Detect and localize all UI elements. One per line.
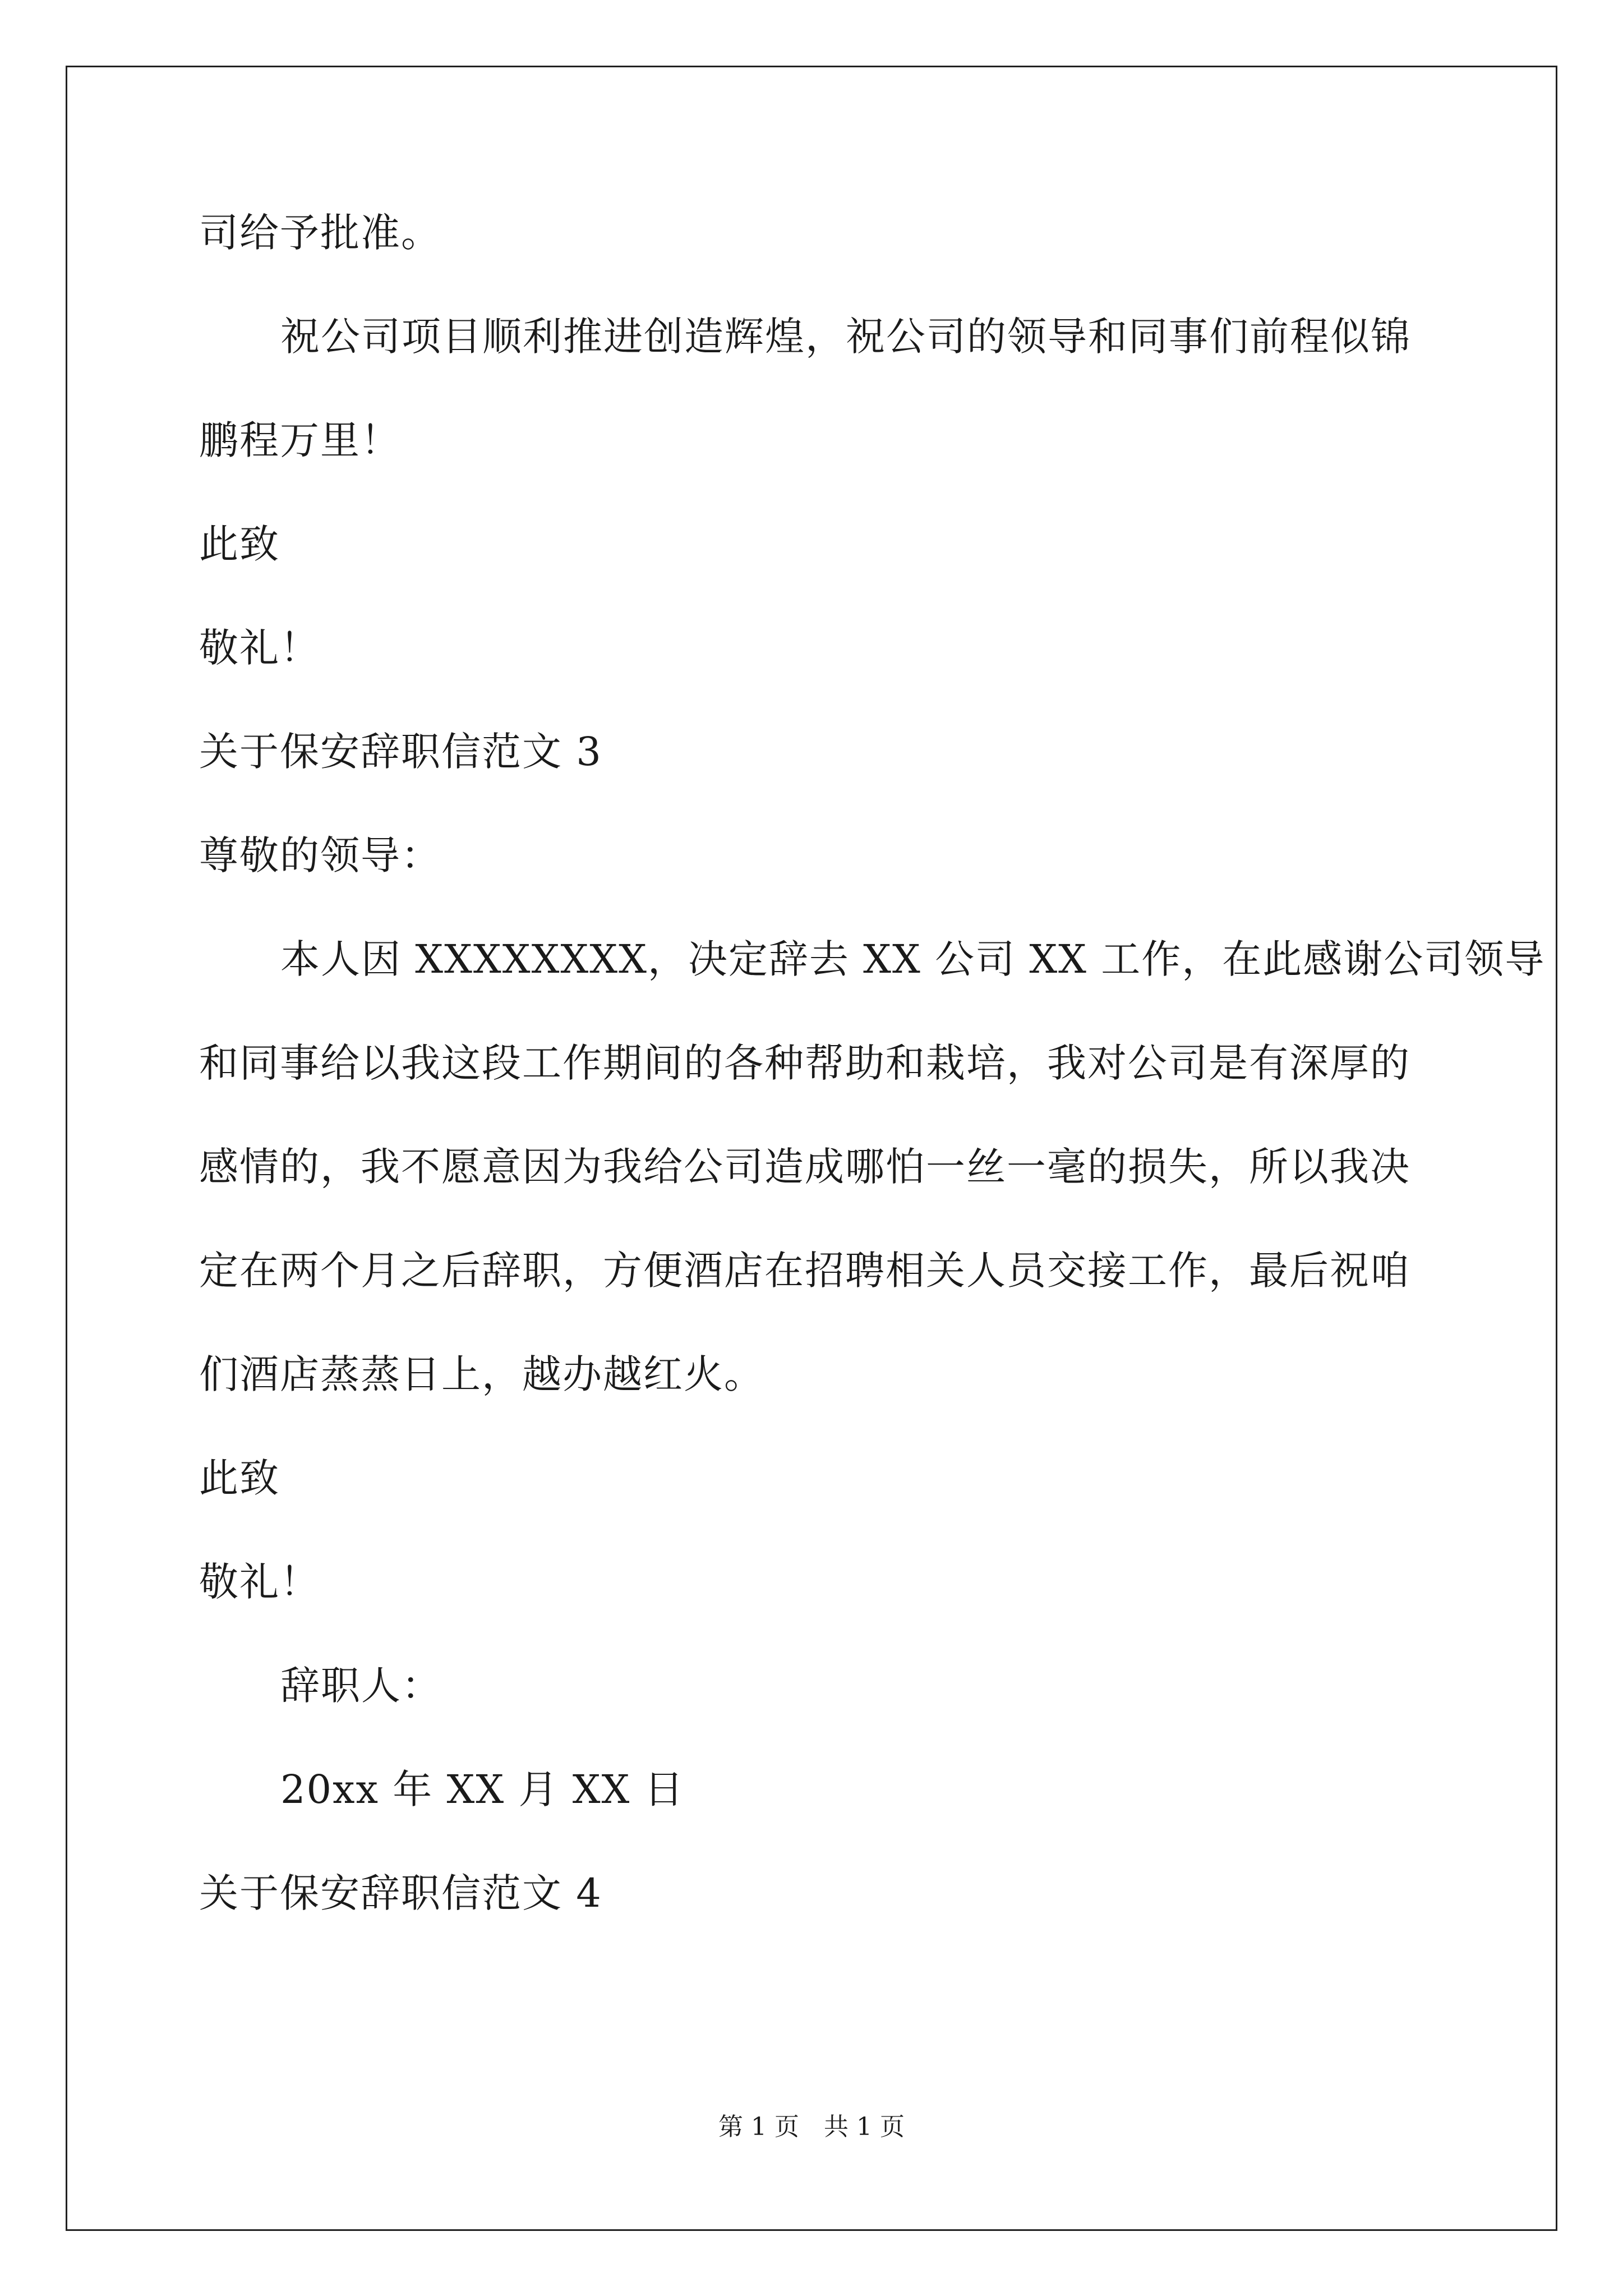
signature-label: 辞职人：	[280, 1663, 442, 1709]
paragraph-line: 祝公司项目顺利推进创造辉煌，祝公司的领导和同事们前程似锦	[280, 314, 1411, 360]
closing-line: 敬礼！	[199, 625, 320, 671]
paragraph-line: 鹏程万里！	[199, 417, 401, 463]
paragraph-line: 们酒店蒸蒸日上，越办越红火。	[199, 1351, 764, 1397]
section-title: 关于保安辞职信范文 4	[199, 1870, 602, 1916]
page-number: 第 1 页 共 1 页	[718, 2113, 905, 2141]
closing-line: 此致	[199, 1455, 280, 1501]
section-title: 关于保安辞职信范文 3	[199, 729, 602, 775]
date-line: 20xx 年 XX 月 XX 日	[280, 1766, 685, 1812]
paragraph-line: 感情的，我不愿意因为我给公司造成哪怕一丝一毫的损失，所以我决	[199, 1144, 1410, 1190]
closing-line: 此致	[199, 521, 280, 567]
paragraph-line: 本人因 XXXXXXXX，决定辞去 XX 公司 XX 工作，在此感谢公司领导	[280, 936, 1546, 982]
paragraph-line: 定在两个月之后辞职，方便酒店在招聘相关人员交接工作，最后祝咱	[199, 1248, 1410, 1294]
paragraph-line: 和同事给以我这段工作期间的各种帮助和栽培，我对公司是有深厚的	[199, 1040, 1410, 1086]
paragraph-line: 司给予批准。	[199, 210, 441, 256]
salutation: 尊敬的领导：	[199, 832, 441, 878]
closing-line: 敬礼！	[199, 1559, 320, 1605]
